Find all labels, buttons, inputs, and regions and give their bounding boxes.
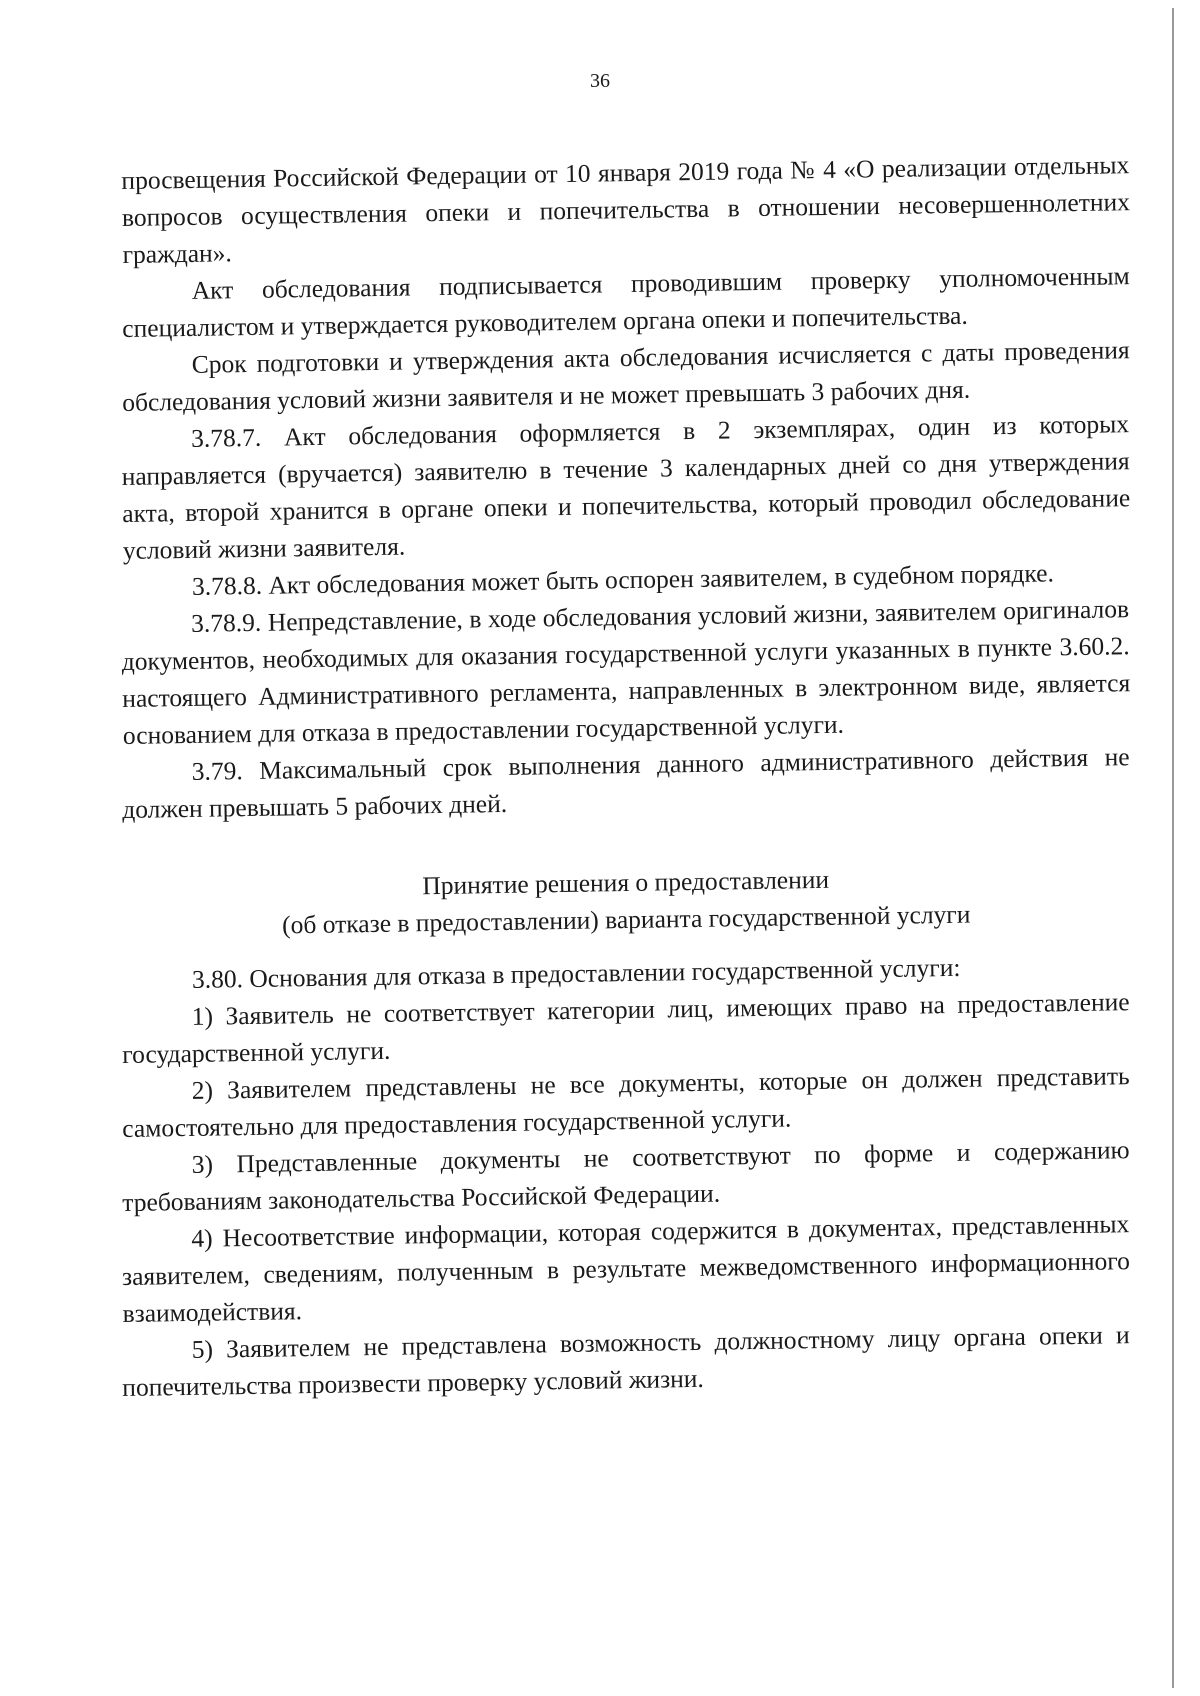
document-body	[121, 150, 1131, 1406]
paragraph-act-term: Срок подготовки и утверждения акта обследования исчисляется с даты проведения обследования условий жизни заявителя и не может превышать 3 рабочих дня.	[122, 335, 1130, 417]
scan-edge-line	[1172, 8, 1174, 1688]
paragraph-3-78-9: 3.78.9. Непредставление, в ходе обследования условий жизни, заявителем оригиналов документов, необходимых для оказания государственной услуги указанных в пункте 3.60.2. настоящего Административного регламента, направленных в электронном виде, является основанием для отказа в предоставлении государственной услуги.	[121, 594, 1131, 750]
paragraph-3-80: 3.80. Основания для отказа в предоставлении государственной услуги:	[191, 952, 961, 994]
paragraph-3-79: 3.79. Максимальный срок выполнения данного административного действия не должен превышать 5 рабочих дней.	[122, 742, 1130, 824]
refusal-reason-4: 4) Несоответствие информации, которая содержится в документах, представленных заявителем, сведениям, полученным в результате межведомственного информационного взаимодействия.	[121, 1209, 1131, 1328]
refusal-reason-1: 1) Заявитель не соответствует категории лиц, имеющих право на предоставление государственной услуги.	[122, 987, 1130, 1069]
paragraph-act-signing: Акт обследования подписывается проводившим проверку уполномоченным специалистом и утверждается руководителем органа опеки и попечительства.	[122, 261, 1130, 343]
refusal-reason-3: 3) Представленные документы не соответствуют по форме и содержанию требованиям законодательства Российской Федерации.	[122, 1135, 1130, 1217]
refusal-reason-2: 2) Заявителем представлены не все документы, которые он должен представить самостоятельно для предоставления государственной услуги.	[122, 1061, 1130, 1143]
refusal-reason-5: 5) Заявителем не представлена возможность должностному лицу органа опеки и попечительства произвести проверку условий жизни.	[122, 1320, 1130, 1402]
section-heading-line-2: (об отказе в предоставлении) варианта государственной услуги	[281, 899, 971, 940]
section-heading	[121, 856, 1130, 946]
section-heading-line-1: Принятие решения о предоставлении	[422, 864, 830, 901]
paragraph-3-78-7: 3.78.7. Акт обследования оформляется в 2 экземплярах, один из которых направляется (вручается) заявителю в течение 3 календарных дней со дня утверждения акта, второй хранится в органе опеки и попечительства, который проводил обследование условий жизни заявителя.	[121, 409, 1131, 565]
paragraph-continuation: просвещения Российской Федерации от 10 января 2019 года № 4 «О реализации отдельных вопросов осуществления опеки и попечительства в отношении несовершеннолетних граждан».	[121, 150, 1131, 269]
paragraph-3-78-8: 3.78.8. Акт обследования может быть оспорен заявителем, в судебном порядке.	[191, 558, 1055, 601]
page-number: 36	[590, 70, 610, 92]
